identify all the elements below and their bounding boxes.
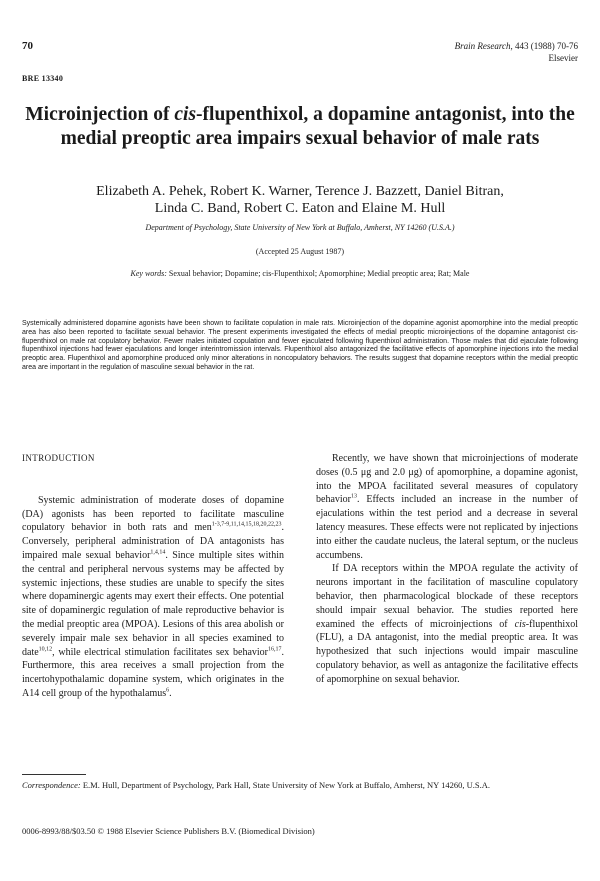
citation-refs: 13 — [351, 494, 357, 501]
keywords — [20, 269, 580, 278]
correspondence-footnote — [22, 780, 578, 791]
citation-refs: 1-3,7-9,11,14,15,18,20,22,23 — [211, 522, 282, 529]
journal-volume-pages: 443 (1988) 70-76 — [515, 41, 578, 51]
footnote-divider — [22, 774, 86, 775]
intro-paragraph-3: If DA receptors within the MPOA regulate the activity of neurons important in the facilitation of masculine copulatory behavior, then pharmacological blockade of these receptors should impair sexual behavior. The studies reported here examined the effects of microinjections of cis-flupenthixol (FLU), a DA antagonist, into the medial preoptic area. It was hypothesized that such injections would impair masculine copulatory behavior, as well as antagonize the facilitative effects of apomorphine on sexual behavior. — [316, 563, 578, 685]
journal-name: Brain Research, — [454, 41, 513, 51]
keywords-list: Sexual behavior; Dopamine; cis-Flupenthixol; Apomorphine; Medial preoptic area; Rat; Male — [168, 269, 470, 278]
keywords-label: Key words: — [130, 269, 167, 278]
title-part-2: -flupenthixol, a dopamine antagonist, into the medial preoptic area impairs sexual behavior of male rats — [60, 104, 575, 149]
citation-refs: 6 — [166, 687, 170, 694]
authors-line-1: Elizabeth A. Pehek, Robert K. Warner, Terence J. Bazzett, Daniel Bitran, — [96, 184, 504, 199]
correspondence-text: E.M. Hull, Department of Psychology, Park Hall, State University of New York at Buffalo, Amherst, NY 14260, U.S.A. — [82, 780, 491, 790]
accepted-date: (Accepted 25 August 1987) — [255, 247, 345, 256]
correspondence-label: Correspondence: — [22, 780, 81, 790]
publisher: Elsevier — [548, 53, 578, 63]
body-right-column — [316, 452, 578, 687]
citation-refs: 10,12 — [38, 646, 53, 653]
page-number: 70 — [22, 40, 33, 52]
journal-citation — [455, 40, 578, 64]
title-part-1: Microinjection of — [25, 104, 175, 125]
article-code: BRE 13340 — [22, 74, 64, 83]
abstract: Systemically administered dopamine agonists have been shown to facilitate copulation in male rats. Microinjection of the dopamine agonist apomorphine into the medial preoptic area has also been reported to facilitate sexual behavior. The present experiments investigated the effects of medial preoptic microinjections of the dopamine antagonist cis-flupenthixol on male rat copulatory behavior. Fewer males initiated copulation and fewer ejaculated following flupenthixol administration. Those males that did ejaculate following flupenthixol injections had fewer ejaculations and longer interintromission intervals. Flupenthixol also antagonized the facilitative effects of apomorphine injections into the medial preoptic area. Flupenthixol and apomorphine produced only minor alterations in noncopulatory behaviors. The results suggest that dopamine receptors within the medial preoptic area are important in the regulation of masculine sexual behavior in the rat. — [22, 320, 578, 371]
title-drug-prefix: cis — [174, 104, 197, 125]
authors-line-2: Linda C. Band, Robert C. Eaton and Elaine M. Hull — [154, 201, 446, 216]
affiliation: Department of Psychology, State University of New York at Buffalo, Amherst, NY 14260 (U.S.A.) — [145, 223, 455, 232]
article-title — [20, 103, 580, 151]
section-heading-introduction: INTRODUCTION — [22, 453, 95, 463]
citation-refs: 1,4,14 — [150, 549, 166, 556]
body-left-column — [22, 452, 284, 701]
author-list — [20, 183, 580, 217]
citation-refs: 16,17 — [268, 646, 282, 653]
intro-paragraph-2: Recently, we have shown that microinjections of moderate doses (0.5 μg and 2.0 μg) of apomorphine, a dopamine agonist, into the MPOA facilitated several measures of copulatory behavior$^{13}$. Effects included an increase in the number of ejaculations within the test period and a decrease in several latency measures. These effects were not replicated by injections into either the caudate nucleus, the lateral septum, or the nucleus accumbens. — [316, 453, 578, 561]
intro-paragraph-1: Systemic administration of moderate doses of dopamine (DA) agonists has been reported to facilitate masculine copulatory behavior in both rats and men$^{1-3,7-9,11,14,15,18,20,22,23}$. Conversely, peripheral administration of DA antagonists has impaired male sexual behavior$^{1,4,14}$. Since multiple sites within the central and peripheral nervous systems may be affected by systemic injections, these studies are unable to specify the sites where dopaminergic agents may exert their effects. One potential site of dopaminergic regulation of male reproductive behavior is the medial preoptic area (MPOA). Lesions of this area abolish or severely impair male sex behavior in all species examined to date$^{10,12}$, while electrical stimulation facilitates sex behavior$^{16,17}$. Furthermore, this area receives a small projection from the incertohypothalamic dopamine system, which originates in the A14 cell group of the hypothalamus$^6$. — [22, 494, 284, 699]
copyright-line: 0006-8993/88/$03.50 © 1988 Elsevier Science Publishers B.V. (Biomedical Division) — [22, 826, 315, 836]
